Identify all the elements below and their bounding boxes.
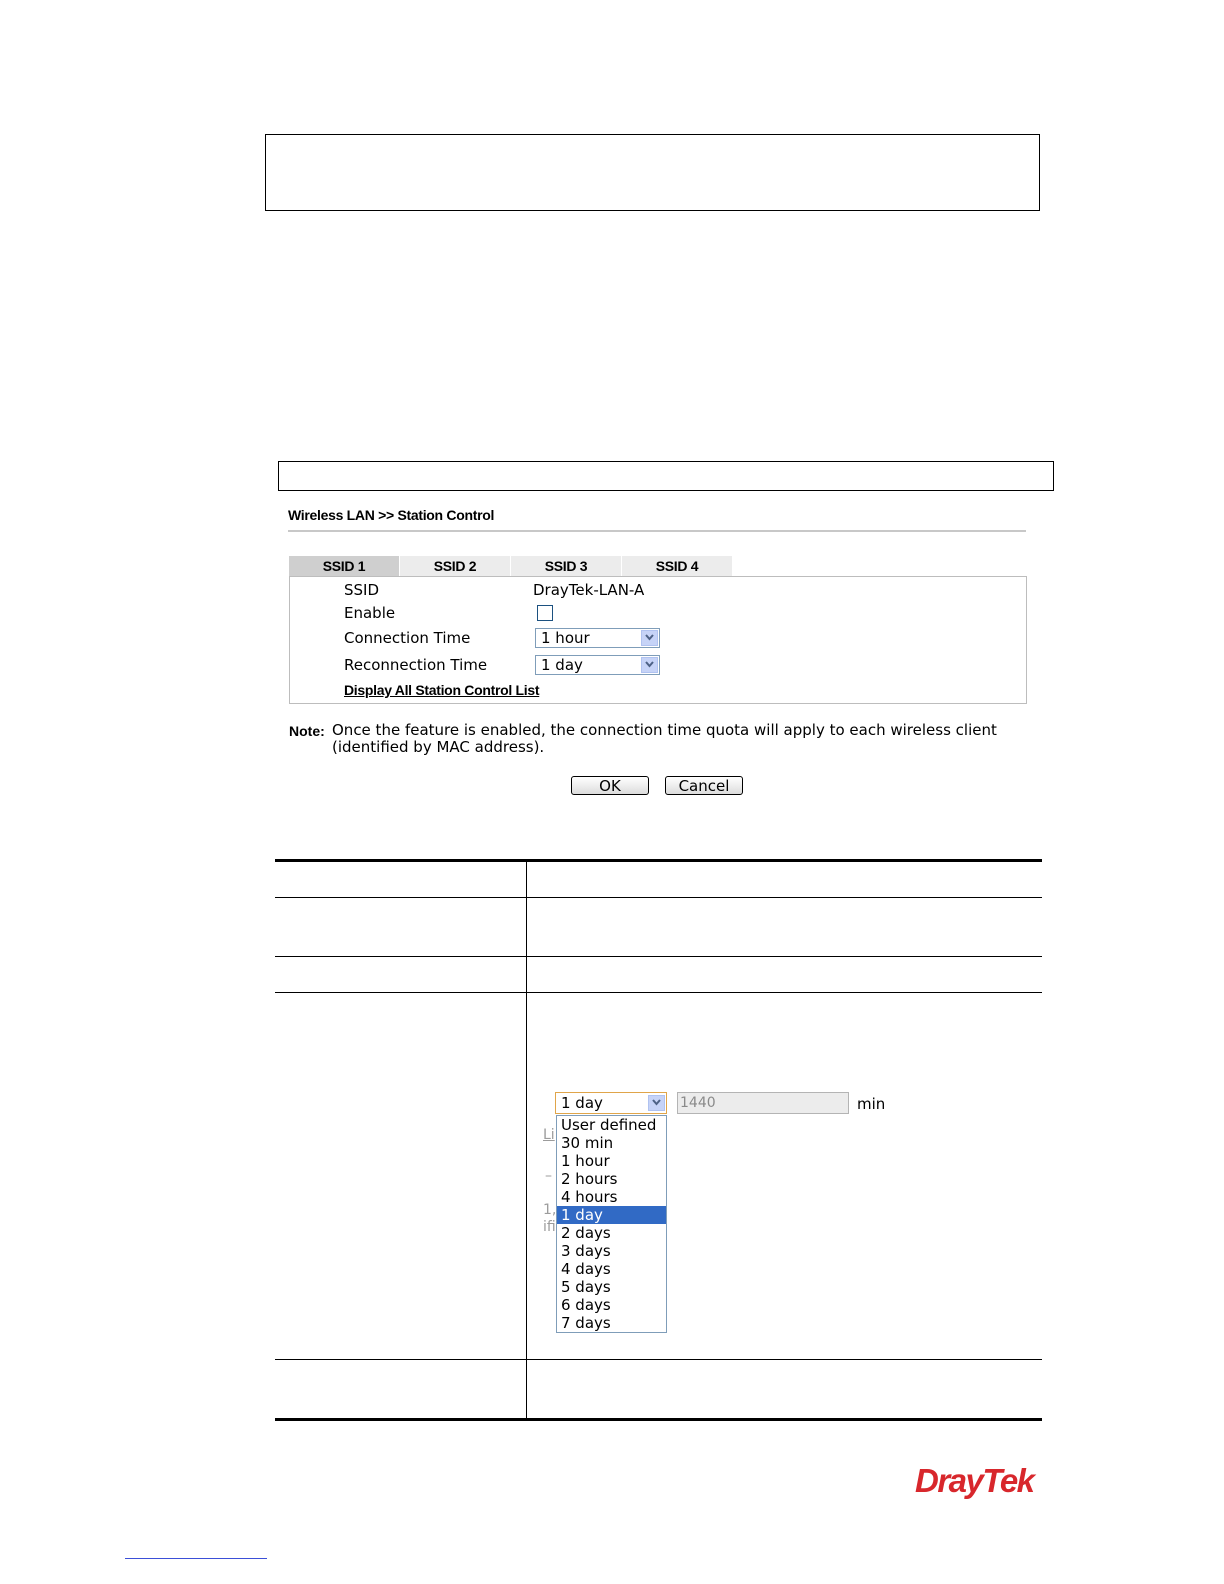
ok-button[interactable]: OK bbox=[571, 776, 649, 795]
time-select-example[interactable] bbox=[555, 1092, 667, 1114]
connection-time-value: 1 hour bbox=[541, 629, 590, 647]
option-2-hours[interactable]: 2 hours bbox=[561, 1170, 618, 1188]
obscured-text-fragment: – bbox=[545, 1168, 552, 1184]
table-column-divider bbox=[526, 861, 527, 1419]
ssid-label: SSID bbox=[344, 581, 380, 599]
option-2-days[interactable]: 2 days bbox=[561, 1224, 611, 1242]
display-all-station-control-link[interactable]: Display All Station Control List bbox=[344, 682, 540, 698]
ssid-tabs bbox=[289, 556, 733, 576]
chevron-down-icon bbox=[648, 1095, 665, 1111]
draytek-logo bbox=[913, 1463, 1045, 1499]
note-text bbox=[332, 722, 1012, 756]
option-1-hour[interactable]: 1 hour bbox=[561, 1152, 610, 1170]
note-line-1: Once the feature is enabled, the connection time quota will apply to each wireless client bbox=[332, 721, 997, 739]
page-title: Wireless LAN >> Station Control bbox=[288, 507, 495, 523]
table-row-rule bbox=[275, 897, 1042, 898]
minutes-unit-label: min bbox=[857, 1095, 886, 1113]
connection-time-label: Connection Time bbox=[344, 629, 471, 647]
blank-box-caption bbox=[278, 461, 1054, 491]
enable-label: Enable bbox=[344, 604, 396, 622]
tab-ssid-4[interactable]: SSID 4 bbox=[622, 556, 732, 576]
option-5-days[interactable]: 5 days bbox=[561, 1278, 611, 1296]
tab-ssid-2[interactable]: SSID 2 bbox=[400, 556, 510, 576]
option-user-defined[interactable]: User defined bbox=[561, 1116, 657, 1134]
obscured-text-fragment: ifi bbox=[543, 1219, 556, 1235]
option-30-min[interactable]: 30 min bbox=[561, 1134, 614, 1152]
table-bottom-rule bbox=[275, 1418, 1042, 1421]
tab-ssid-1[interactable]: SSID 1 bbox=[289, 556, 399, 576]
option-3-days[interactable]: 3 days bbox=[561, 1242, 611, 1260]
option-1-day[interactable]: 1 day bbox=[557, 1206, 666, 1224]
title-divider bbox=[288, 530, 1026, 532]
table-top-rule bbox=[275, 859, 1042, 862]
tab-ssid-3[interactable]: SSID 3 bbox=[511, 556, 621, 576]
time-options-list bbox=[556, 1115, 667, 1333]
note-line-2: (identified by MAC address). bbox=[332, 738, 545, 756]
table-row-rule bbox=[275, 992, 1042, 993]
reconnection-time-value: 1 day bbox=[541, 656, 583, 674]
reconnection-time-select[interactable] bbox=[535, 655, 660, 675]
chevron-down-icon bbox=[641, 657, 658, 673]
note-label: Note: bbox=[289, 723, 325, 739]
minutes-input[interactable] bbox=[677, 1092, 849, 1114]
chevron-down-icon bbox=[641, 630, 658, 646]
option-7-days[interactable]: 7 days bbox=[561, 1314, 611, 1332]
table-row-rule bbox=[275, 956, 1042, 957]
ssid-value: DrayTek-LAN-A bbox=[533, 581, 645, 599]
footer-link-underline bbox=[125, 1558, 267, 1559]
table-row-rule bbox=[275, 1359, 1042, 1360]
obscured-text-fragment: Li bbox=[543, 1127, 555, 1143]
option-4-days[interactable]: 4 days bbox=[561, 1260, 611, 1278]
option-4-hours[interactable]: 4 hours bbox=[561, 1188, 618, 1206]
blank-box-top bbox=[265, 134, 1040, 211]
logo-text: DrayTek bbox=[915, 1463, 1034, 1499]
obscured-text-fragment: 1, bbox=[543, 1202, 557, 1218]
reconnection-time-label: Reconnection Time bbox=[344, 656, 488, 674]
option-6-days[interactable]: 6 days bbox=[561, 1296, 611, 1314]
minutes-value: 1440 bbox=[680, 1095, 716, 1111]
connection-time-select[interactable] bbox=[535, 628, 660, 648]
cancel-button[interactable]: Cancel bbox=[665, 776, 743, 795]
time-select-value: 1 day bbox=[561, 1094, 603, 1112]
enable-checkbox[interactable] bbox=[537, 605, 553, 621]
